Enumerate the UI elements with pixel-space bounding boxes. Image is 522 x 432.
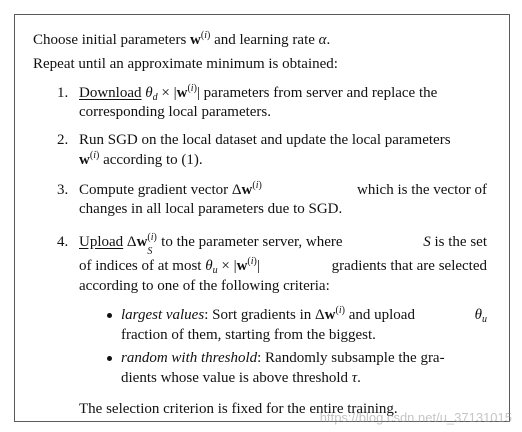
step-4-line-1: Upload Δw (i) S to the parameter server, where S is the set <box>79 232 487 257</box>
upload-verb: Upload <box>79 234 124 250</box>
bullet-icon <box>107 313 112 318</box>
step-1-line-1: Download $\theta_d \times |w^{(i)}|$ parameters from server and replace the <box>79 83 438 103</box>
bullet-icon <box>107 356 112 361</box>
footer-line: The selection criterion is fixed for the entire training. <box>79 401 398 417</box>
step-2-line-2: $w^{(i)}$ according to (1). <box>79 150 203 168</box>
step-4-line-3: according to one of the following criteria: <box>79 278 330 294</box>
step-4-line-2: of indices of at most $\theta_u \times |w^{(i)}|$ gradients that are selected <box>79 256 487 276</box>
step-3-line-2: changes in all local parameters due to SGD. <box>79 201 343 217</box>
criterion-2-line-1: random with threshold: Randomly subsample the gra- <box>121 350 445 366</box>
download-verb: Download <box>79 85 142 101</box>
step-3-line-1: Compute gradient vector $\Delta w^{(i)}$ which is the vector of <box>79 180 487 198</box>
criterion-1-line-1: largest values: Sort gradients in $\Delta w^{(i)}$ and upload $\theta_u$ <box>121 305 487 325</box>
step-1-line-2: corresponding local parameters. <box>79 104 272 120</box>
criterion-1-line-2: fraction of them, starting from the biggest. <box>121 327 376 343</box>
step-number: 4. <box>57 234 69 250</box>
algorithm-box <box>14 14 510 422</box>
step-number: 3. <box>57 182 69 198</box>
watermark: https://blog.csdn.net/u_37131015 <box>319 410 512 425</box>
repeat-line: Repeat until an approximate minimum is obtained: <box>33 56 338 72</box>
criterion-2-line-2: dients whose value is above threshold τ. <box>121 370 361 386</box>
intro-line: Choose initial parameters $w^{(i)}$ and learning rate α. <box>33 30 331 48</box>
step-2-line-1: Run SGD on the local dataset and update the local parameters <box>79 132 451 148</box>
step-number: 1. <box>57 85 69 101</box>
step-number: 2. <box>57 132 69 148</box>
